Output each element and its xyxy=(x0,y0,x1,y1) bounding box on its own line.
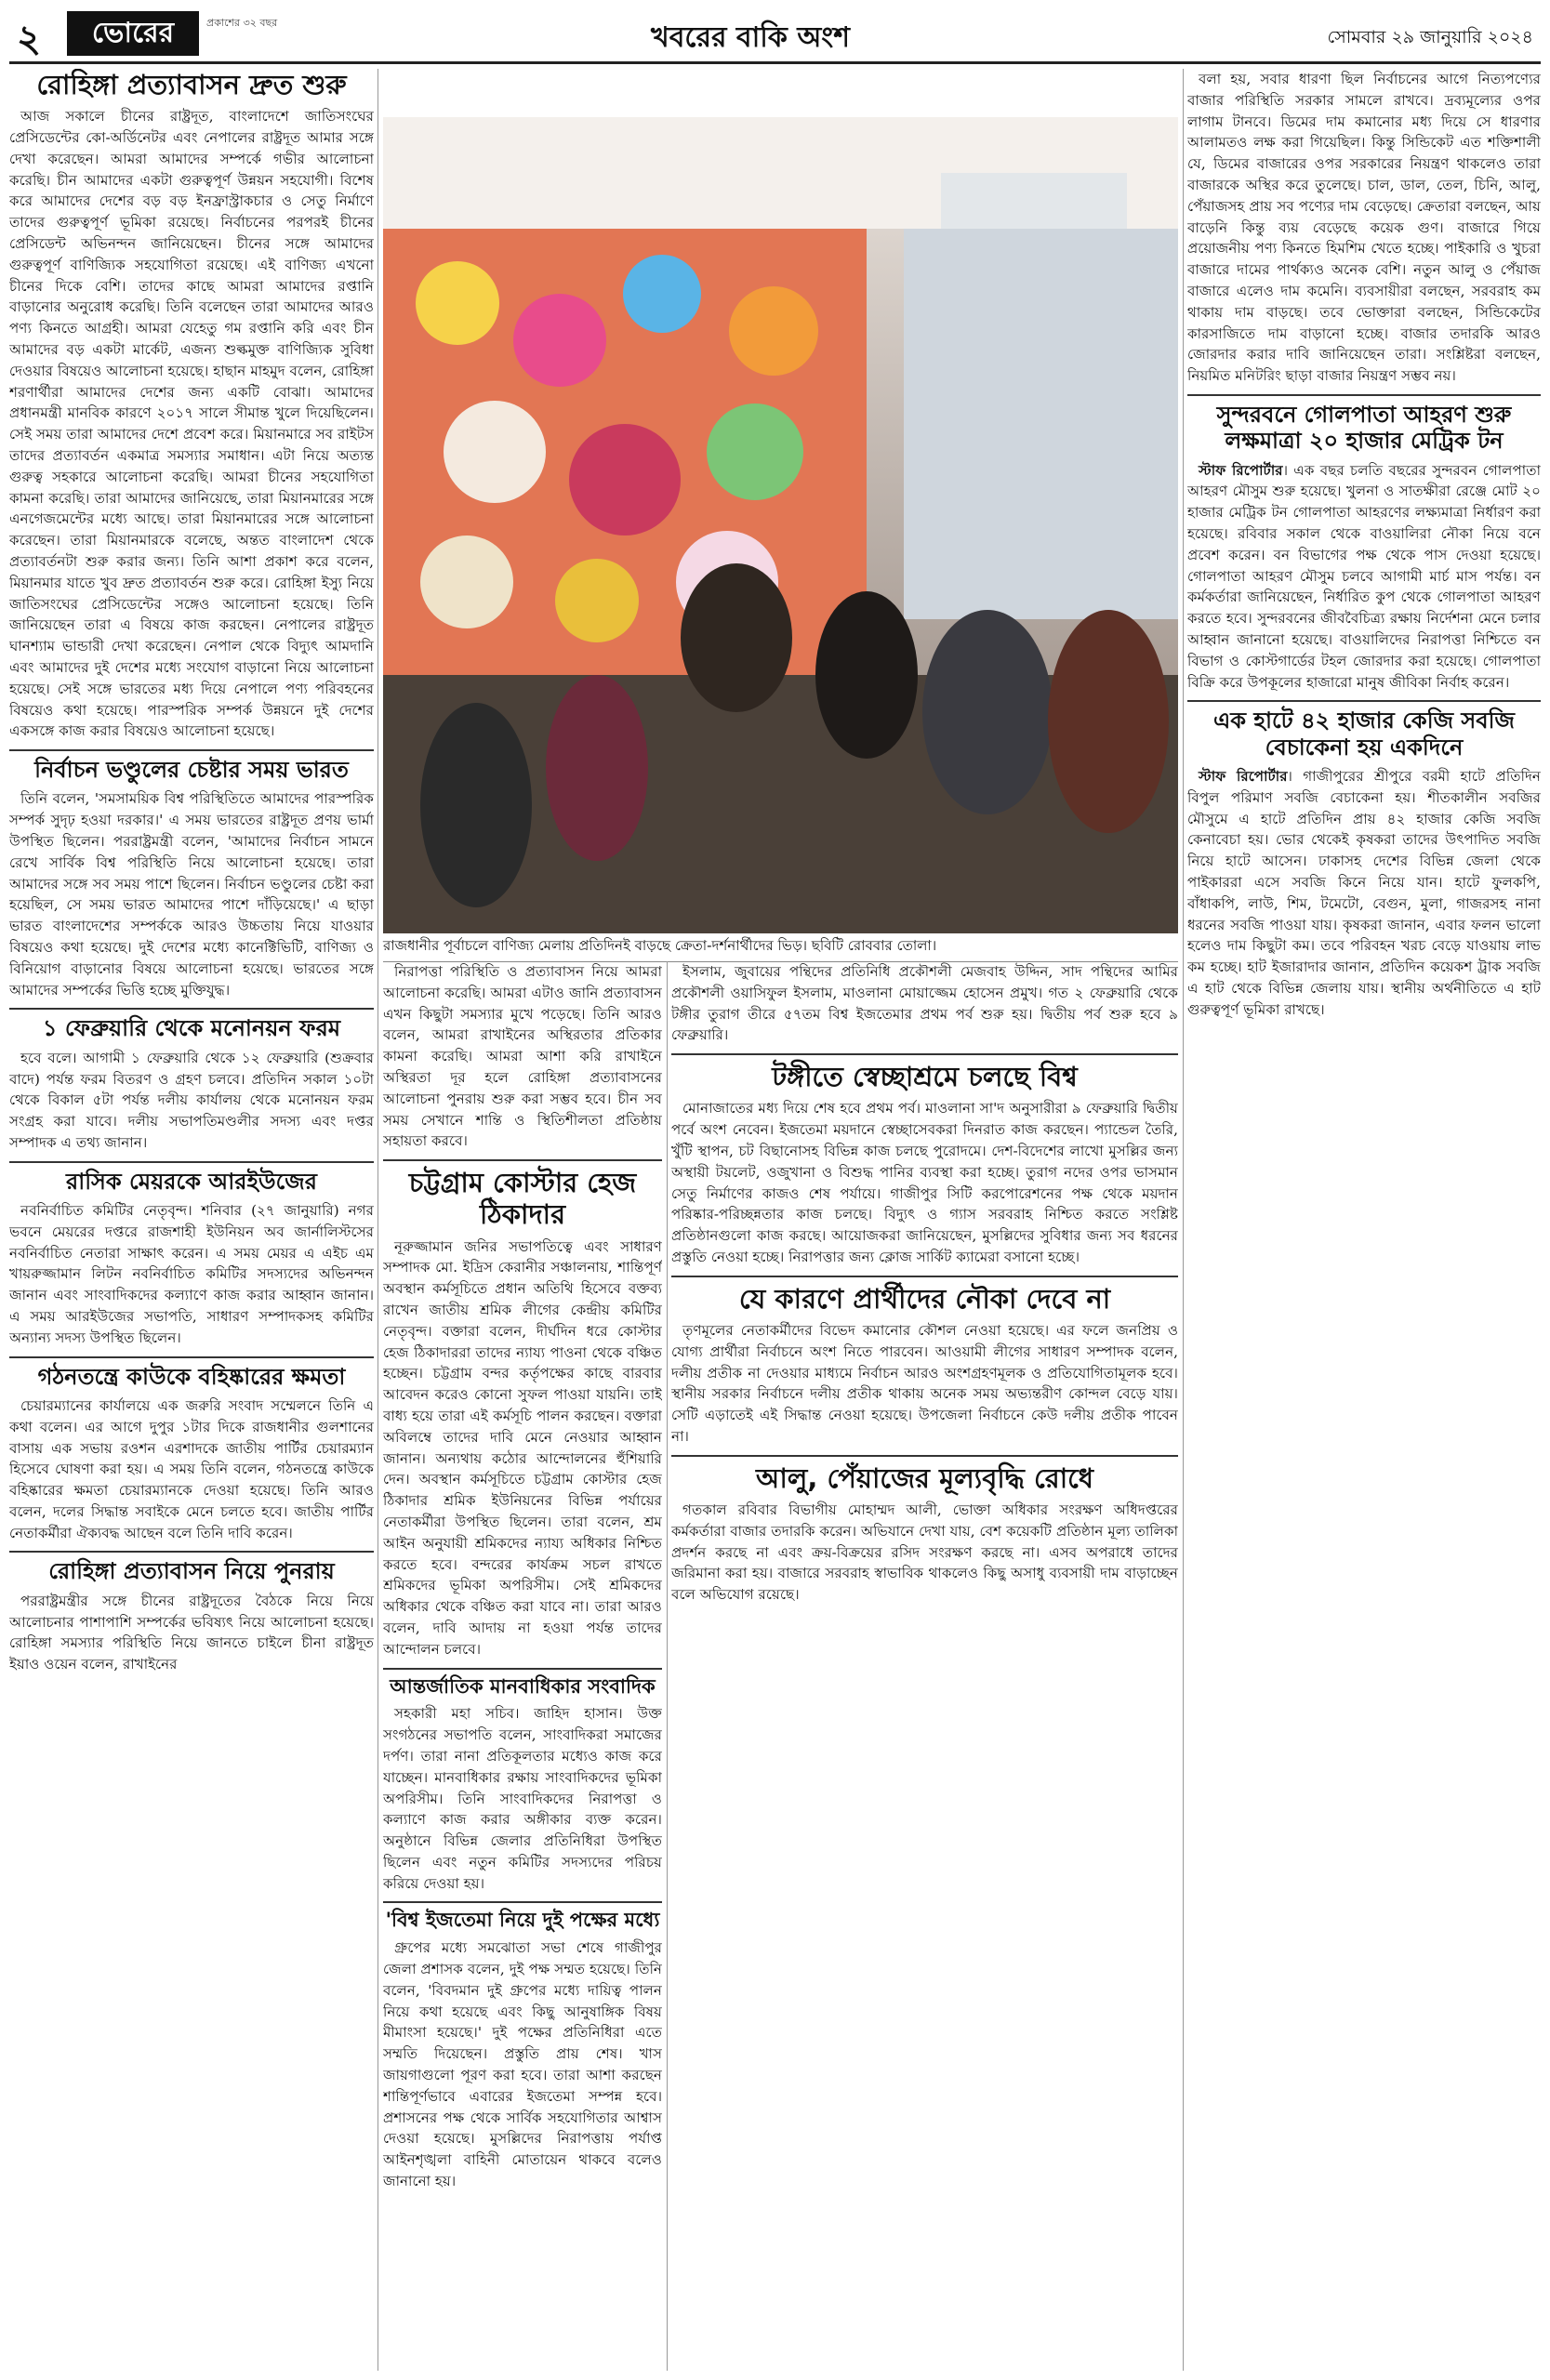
headline-ijtema-two-sides[interactable]: 'বিশ্ব ইজতেমা নিয়ে দুই পক্ষের মধ্যে xyxy=(383,1901,662,1932)
headline-vegetable-market[interactable]: এক হাটে ৪২ হাজার কেজি সবজি বেচাকেনা হয় একদিনে xyxy=(1187,700,1541,760)
article-rusik-body: নবনির্বাচিত কমিটির নেতৃবৃন্দ। শনিবার (২৭ জানুয়ারি) নগর ভবনে মেয়রের দপ্তরে রাজশাহী ইউনিয়ন অব জার্নালিস্টসের নবনির্বাচিত নেতারা সাক্ষাৎ করেন। এ সময় মেয়র এ এইচ এম খায়রুজ্জামান লিটন নবনির্বাচিত কমিটির সদস্যদের অভিনন্দন জানান এবং সাংবাদিকদের কল্যাণে কাজ করার আহ্বান জানান। এ সময় আরইউজের সভাপতি, সাধারণ সম্পাদকসহ কমিটির অন্যান্য সদস্য উপস্থিত ছিলেন। xyxy=(9,1202,374,1346)
page-number: ২ xyxy=(17,18,42,60)
headline-boat-symbol[interactable]: যে কারণে প্রার্থীদের নৌকা দেবে না xyxy=(671,1276,1178,1315)
headline-sundarbans-golpata[interactable]: সুন্দরবনে গোলপাতা আহরণ শুরু লক্ষমাত্রা ২০ হাজার মেট্রিক টন xyxy=(1187,394,1541,455)
column-divider xyxy=(667,961,668,2371)
headline-rohingya-repatriation[interactable]: রোহিঙ্গা প্রত্যাবাসন দ্রুত শুরু xyxy=(36,69,347,100)
logo-tagline: প্রকাশের ৩২ বছর xyxy=(206,17,278,29)
column-3 xyxy=(671,961,1178,2371)
article-constitution-body: চেয়ারম্যানের কার্যালয়ে এক জরুরি সংবাদ সম্মেলনে তিনি এ কথা বলেন। এর আগে দুপুর ১টার দিকে রাজধানীর গুলশানের বাসায় এক সভায় রওশন এরশাদকে জাতীয় পার্টির চেয়ারম্যান হিসেবে ঘোষণা করা হয়। এ সময় তিনি বলেন, গঠনতন্ত্রে কাউকে বহিষ্কারের ক্ষমতা চেয়ারম্যানকে দেওয়া হয়েছে। তিনি আরও বলেন, দলের সিদ্ধান্ত সবাইকে মেনে চলতে হবে। জাতীয় পার্টির নেতাকর্মীরা ঐক্যবদ্ধ আছেন বলে তিনি দাবি করেন। xyxy=(9,1396,374,1541)
article-golpata-body: স্টাফ রিপোর্টার। এক বছর চলতি বছরের সুন্দরবন গোলপাতা আহরণ মৌসুম শুরু হয়েছে। খুলনা ও সাতক্ষীরা রেঞ্জে মোট ২০ হাজার মেট্রিক টন গোলপাতা আহরণের লক্ষ্যমাত্রা নির্ধারণ করা হয়েছে। রবিবার সকাল থেকে বাওয়ালিরা নৌকা নিয়ে বনে প্রবেশ করেন। বন বিভাগের পক্ষ থেকে পাস দেওয়া হয়েছে। গোলপাতা আহরণ মৌসুম চলবে আগামী মার্চ মাস পর্যন্ত। বন কর্মকর্তারা জানিয়েছেন, নির্ধারিত কুপ থেকে গোলপাতা আহরণ করতে হবে। সুন্দরবনের জীববৈচিত্র্য রক্ষায় নির্দেশনা মেনে চলার আহ্বান জানানো হয়েছে। বাওয়ালিদের নিরাপত্তা নিশ্চিতে বন বিভাগ ও কোস্টগার্ডের টহল জোরদার করা হয়েছে। গোলপাতা বিক্রি করে উপকূলের হাজারো মানুষ জীবিকা নির্বাহ করেন। xyxy=(1187,461,1541,691)
article-vegetable-body: স্টাফ রিপোর্টার। গাজীপুরের শ্রীপুরে বরমী হাটে প্রতিদিন বিপুল পরিমাণ সবজি বেচাকেনা হয়। শীতকালীন সবজির মৌসুমে এ হাটে প্রতিদিন প্রায় ৪২ হাজার কেজি সবজি কেনাবেচা হয়। ভোর থেকেই কৃষকরা তাদের উৎপাদিত সবজি নিয়ে হাটে আসেন। ঢাকাসহ দেশের বিভিন্ন জেলা থেকে পাইকাররা এসে সবজি কিনে নিয়ে যান। হাটে ফুলকপি, বাঁধাকপি, লাউ, শিম, টমেটো, বেগুন, মুলা, গাজরসহ নানা ধরনের সবজি পাওয়া যায়। কৃষকরা জানান, এবার ফলন ভালো হলেও দাম কিছুটা কম। তবে পরিবহন খরচ বেড়ে যাওয়ায় লাভ কম হচ্ছে। হাট ইজারাদার জানান, প্রতিদিন কয়েকশ ট্রাক সবজি এ হাট থেকে বিভিন্ন জেলায় যায়। স্থানীয় অর্থনীতিতে এ হাট গুরুত্বপূর্ণ ভূমিকা রাখছে। xyxy=(1187,767,1541,1018)
column-divider xyxy=(1183,69,1184,2371)
article-nomination-body: হবে বলে। আগামী ১ ফেব্রুয়ারি থেকে ১২ ফেব্রুয়ারি (শুক্রবার বাদে) পর্যন্ত ফরম বিতরণ ও গ্রহণ চলবে। প্রতিদিন সকাল ১০টা থেকে বিকাল ৫টা পর্যন্ত দলীয় কার্যালয় থেকে মনোনয়ন ফরম সংগ্রহ করা যাবে। দলীয় সভাপতিমণ্ডলীর সদস্য এবং দপ্তর সম্পাদক এ তথ্য জানান। xyxy=(9,1049,374,1151)
column-2 xyxy=(383,961,662,2371)
byline: স্টাফ রিপোর্টার xyxy=(1199,461,1283,479)
article-rohingya-continued: নিরাপত্তা পরিস্থিতি ও প্রত্যাবাসন নিয়ে আমরা আলোচনা করেছি। আমরা এটাও জানি প্রত্যাবাসন এখন কিছুটা সমস্যার মুখে পড়েছে। তিনি আরও বলেন, আমরা রাখাইনের অস্থিরতার প্রতিকার কামনা করেছি। আমরা আশা করি রাখাইনে অস্থিরতা দূর হলে রোহিঙ্গা প্রত্যাবাসনের আলোচনা পুনরায় শুরু করা সম্ভব হবে। চীন সব সময় সেখানে শান্তি ও স্থিতিশীলতা প্রতিষ্ঠায় সহায়তা করবে। xyxy=(383,963,662,1150)
article-rohingya-again-body: পররাষ্ট্রমন্ত্রীর সঙ্গে চীনের রাষ্ট্রদূতের বৈঠকে নিয়ে নিয়ে আলোচনার পাশাপাশি সম্পর্কের ভবিষ্যৎ নিয়ে আলোচনা হয়েছে। রোহিঙ্গা সমস্যার পরিস্থিতি নিয়ে জানতে চাইলে চীনা রাষ্ট্রদূত ইয়াও ওয়েন বলেন, রাখাইনের xyxy=(9,1592,374,1673)
headline-constitution-expulsion[interactable]: গঠনতন্ত্রে কাউকে বহিষ্কারের ক্ষমতা xyxy=(9,1356,374,1390)
article-chattogram-body: নূরুজ্জামান জনির সভাপতিত্বে এবং সাধারণ সম্পাদক মো. ইদ্রিস কেরানীর সঞ্চালনায়, শান্তিপূর্ণ অবস্থান কর্মসূচিতে প্রধান অতিথি হিসেবে বক্তব্য রাখেন জাতীয় শ্রমিক লীগের কেন্দ্রীয় কমিটির নেতৃবৃন্দ। বক্তারা বলেন, দীর্ঘদিন ধরে কোস্টার হেজ ঠিকাদাররা তাদের ন্যায্য পাওনা থেকে বঞ্চিত হচ্ছেন। চট্টগ্রাম বন্দর কর্তৃপক্ষের কাছে বারবার আবেদন করেও কোনো সুফল পাওয়া যায়নি। তাই বাধ্য হয়ে তারা এই কর্মসূচি পালন করছেন। বক্তারা অবিলম্বে তাদের দাবি মেনে নেওয়ার আহ্বান জানান। অন্যথায় কঠোর আন্দোলনের হুঁশিয়ারি দেন। অবস্থান কর্মসূচিতে চট্টগ্রাম কোস্টার হেজ ঠিকাদার শ্রমিক ইউনিয়নের বিভিন্ন পর্যায়ের নেতাকর্মীরা উপস্থিত ছিলেন। তারা বলেন, শ্রম আইন অনুযায়ী শ্রমিকদের ন্যায্য অধিকার নিশ্চিত করতে হবে। বন্দরের কার্যক্রম সচল রাখতে শ্রমিকদের ভূমিকা অপরিসীম। সেই শ্রমিকদের অধিকার থেকে বঞ্চিত করা যাবে না। তারা আরও বলেন, দাবি আদায় না হওয়া পর্যন্ত তাদের আন্দোলন চলবে। xyxy=(383,1237,662,1658)
trade-fair-photo-image xyxy=(383,117,1178,933)
headline-rusik-mayor[interactable]: রাসিক মেয়রকে আরইউজের xyxy=(9,1161,374,1195)
headline-tongi-volunteer[interactable]: টঙ্গীতে স্বেচ্ছাশ্রমে চলছে বিশ্ব xyxy=(671,1053,1178,1092)
headline-chattogram-coaster[interactable]: চট্টগ্রাম কোস্টার হেজ ঠিকাদার xyxy=(383,1159,662,1230)
masthead xyxy=(9,7,1541,64)
headline-rohingya-again[interactable]: রোহিঙ্গা প্রত্যাবাসন নিয়ে পুনরায় xyxy=(9,1551,374,1584)
headline-nomination-form[interactable]: ১ ফেব্রুয়ারি থেকে মনোনয়ন ফরম xyxy=(9,1008,374,1041)
byline: স্টাফ রিপোর্টার xyxy=(1199,767,1288,785)
article-potato-body: গতকাল রবিবার বিভাগীয় মোহাম্মদ আলী, ভোক্তা অধিকার সংরক্ষণ অধিদপ্তরের কর্মকর্তারা বাজার তদারকি করেন। অভিযানে দেখা যায়, বেশ কয়েকটি প্রতিষ্ঠান মূল্য তালিকা প্রদর্শন করছে না এবং ক্রয়-বিক্রয়ের রসিদ সংরক্ষণ করছে না। এসব অপরাধে তাদের জরিমানা করা হয়। বাজারে সরবরাহ স্বাভাবিক থাকলেও কিছু অসাধু ব্যবসায়ী দাম বাড়াচ্ছেন বলে অভিযোগ রয়েছে। xyxy=(671,1501,1178,1604)
issue-date: সোমবার ২৯ জানুয়ারি ২০২৪ xyxy=(1327,27,1533,47)
article-human-rights-body: সহকারী মহা সচিব। জাহিদ হাসান। উক্ত সংগঠনের সভাপতি বলেন, সাংবাদিকরা সমাজের দর্পণ। তারা নানা প্রতিকূলতার মধ্যেও কাজ করে যাচ্ছেন। মানবাধিকার রক্ষায় সাংবাদিকদের ভূমিকা অপরিসীম। তিনি সাংবাদিকদের নিরাপত্তা ও কল্যাণে কাজ করার অঙ্গীকার ব্যক্ত করেন। অনুষ্ঠানে বিভিন্ন জেলার প্রতিনিধিরা উপস্থিত ছিলেন এবং নতুন কমিটির সদস্যদের পরিচয় করিয়ে দেওয়া হয়। xyxy=(383,1705,662,1892)
article-ijtema-body: গ্রুপের মধ্যে সমঝোতা সভা শেষে গাজীপুর জেলা প্রশাসক বলেন, দুই পক্ষ সম্মত হয়েছে। তিনি বলেন, 'বিবদমান দুই গ্রুপের মধ্যে দায়িত্ব পালন নিয়ে কথা হয়েছে এবং কিছু আনুষাঙ্গিক বিষয় মীমাংসা হয়েছে।' দুই পক্ষের প্রতিনিধিরা এতে সম্মতি দিয়েছেন। প্রস্তুতি প্রায় শেষ। খাস জায়গাগুলো পূরণ করা হবে। তারা আশা করছেন শান্তিপূর্ণভাবে এবারের ইজতেমা সম্পন্ন হবে। প্রশাসনের পক্ষ থেকে সার্বিক সহযোগিতার আশ্বাস দেওয়া হয়েছে। মুসল্লিদের নিরাপত্তায় পর্যাপ্ত আইনশৃঙ্খলা বাহিনী মোতায়েন থাকবে বলেও জানানো হয়। xyxy=(383,1939,662,2190)
section-title: খবরের বাকি অংশ xyxy=(651,21,850,54)
newspaper-logo[interactable]: ভোরের xyxy=(67,11,199,56)
article-tongi-body: মোনাজাতের মধ্য দিয়ে শেষ হবে প্রথম পর্ব। মাওলানা সা'দ অনুসারীরা ৯ ফেব্রুয়ারি দ্বিতীয় পর্বে অংশ নেবেন। ইজতেমা ময়দানে স্বেচ্ছাসেবকরা দিনরাত কাজ করছেন। প্যান্ডেল তৈরি, খুঁটি স্থাপন, চট বিছানোসহ বিভিন্ন কাজ চলছে পুরোদমে। দেশ-বিদেশের লাখো মুসল্লির জন্য অস্থায়ী টয়লেট, ওজুখানা ও বিশুদ্ধ পানির ব্যবস্থা করা হচ্ছে। তুরাগ নদের ওপর ভাসমান সেতু নির্মাণের কাজও শেষ পর্যায়ে। গাজীপুর সিটি করপোরেশনের পক্ষ থেকে ময়দান পরিষ্কার-পরিচ্ছন্নতার কাজ চলছে। বিদ্যুৎ ও গ্যাস সরবরাহ নিশ্চিত করতে সংশ্লিষ্ট প্রতিষ্ঠানগুলো কাজ করছে। আয়োজকরা জানিয়েছেন, মুসল্লিদের সুবিধার জন্য সব ধরনের প্রস্তুতি নেওয়া হচ্ছে। নিরাপত্তার জন্য ক্লোজ সার্কিট ক্যামেরা বসানো হচ্ছে। xyxy=(671,1100,1178,1265)
trade-fair-photo xyxy=(383,117,1178,933)
article-india-body: তিনি বলেন, 'সমসাময়িক বিশ্ব পরিস্থিতিতে আমাদের পারস্পরিক সম্পর্ক সুদৃঢ় হওয়া দরকার।' এ সময় ভারতের রাষ্ট্রদূত প্রণয় ভার্মা উপস্থিত ছিলেন। পররাষ্ট্রমন্ত্রী বলেন, 'আমাদের নির্বাচন সামনে রেখে সার্বিক বিশ্ব পরিস্থিতি নিয়ে আলোচনা হয়েছে। তারা আমাদের সঙ্গে সব সময় পাশে ছিলেন। নির্বাচন ভণ্ডুলের চেষ্টা করা হয়েছিল, সে সময় ভারত আমাদের পাশে দাঁড়িয়েছে।' এ ছাড়া ভারত বাংলাদেশের সম্পর্ককে আরও উচ্চতায় নিয়ে যাওয়ার বিষয়েও কথা হয়েছে। দুই দেশের মধ্যে কানেক্টিভিটি, বাণিজ্য ও বিনিয়োগ বাড়ানোর বিষয়ে আলোচনা হয়েছে। ভারতের সঙ্গে আমাদের সম্পর্কের ভিত্তি হচ্ছে মুক্তিযুদ্ধ। xyxy=(9,790,374,998)
article-rohingya-body: আজ সকালে চীনের রাষ্ট্রদূত, বাংলাদেশে জাতিসংঘের প্রেসিডেন্টের কো-অর্ডিনেটর এবং নেপালের রাষ্ট্রদূত আমার সঙ্গে দেখা করেছেন। আমরা আমাদের সম্পর্কে গভীর আলোচনা করেছি। চীন আমাদের একটা গুরুত্বপূর্ণ উন্নয়ন সহযোগী। বিশেষ করে আমাদের দেশের বড় বড় ইনফ্রাস্ট্রাকচার ও সেতু নির্মাণে তাদের গুরুত্বপূর্ণ ভূমিকা রয়েছে। নির্বাচনের পরপরই চীনের প্রেসিডেন্ট অভিনন্দন জানিয়েছেন। চীনের সঙ্গে আমাদের গুরুত্বপূর্ণ বাণিজ্যিক সহযোগিতা রয়েছে। এই বাণিজ্য এখনো চীনের দিকে বেশি। তাদের কাছে আমরা আমাদের রপ্তানি বাড়ানোর অনুরোধ করেছি। তিনি বলেছেন তারা আমাদের আরও পণ্য কিনতে আগ্রহী। আমরা যেহেতু গম রপ্তানি করি এবং চীন আমাদের বড় একটা মার্কেট, এজন্য শুল্কমুক্ত বাণিজ্যিক সুবিধা দেওয়ার বিষয়েও আলোচনা হয়েছে। হাছান মাহমুদ বলেন, রোহিঙ্গা শরণার্থীরা আমাদের দেশের জন্য একটি বোঝা। আমাদের প্রধানমন্ত্রী মানবিক কারণে ২০১৭ সালে সীমান্ত খুলে দিয়েছিলেন। সেই সময় তারা আমাদের দেশে প্রবেশ করে। মিয়ানমারে সব রাইটস তাদের প্রত্যাবর্তন একমাত্র সমস্যার সমাধান। এটা নিয়ে অত্যন্ত গুরুত্ব সহকারে আলোচনা করেছি। আমরা চীনের সহযোগিতা কামনা করেছি। তারা আমাদের জানিয়েছে, তারা মিয়ানমারের সঙ্গে এনগেজমেন্টের মধ্যে আছে। তারা মিয়ানমারের সঙ্গে আলোচনা করেছেন। তারা মিয়ানমারকে বলেছে, অন্তত বাংলাদেশ থেকে প্রত্যাবর্তনটা শুরু করার জন্য। তিনি আশা প্রকাশ করে বলেন, মিয়ানমার যাতে খুব দ্রুত প্রত্যাবর্তন শুরু করে। রোহিঙ্গা ইস্যু নিয়ে জাতিসংঘের প্রেসিডেন্টের সঙ্গেও আলোচনা হয়েছে। তিনি জানিয়েছেন তারা এ বিষয়ে কাজ করছেন। নেপালের রাষ্ট্রদূত ঘানশ্যাম ভান্ডারী দেখা করেছেন। নেপাল থেকে বিদ্যুৎ আমদানি এবং আমাদের দুই দেশের মধ্যে সংযোগ বাড়ানো নিয়ে আলোচনা হয়েছে। সেই সঙ্গে ভারতের মধ্য দিয়ে নেপালে পণ্য পরিবহনের বিষয়েও কথা হয়েছে। পারস্পরিক সম্পর্ক উন্নয়নে দুই দেশের একসঙ্গে কাজ করার বিষয়েও আলোচনা হয়েছে। xyxy=(9,108,374,740)
headline-potato-onion-price[interactable]: আলু, পেঁয়াজের মূল্যবৃদ্ধি রোধে xyxy=(671,1455,1178,1494)
headline-india-election[interactable]: নির্বাচন ভণ্ডুলের চেষ্টার সময় ভারত xyxy=(9,749,374,783)
article-ijtema-continued: ইসলাম, জুবায়ের পন্থিদের প্রতিনিধি প্রকৌশলী মেজবাহ উদ্দিন, সাদ পন্থিদের আমির প্রকৌশলী ওয়াসিফুল ইসলাম, মাওলানা মোয়াজ্জেম হোসেন প্রমুখ। গত ২ ফেব্রুয়ারি থেকে টঙ্গীর তুরাগ তীরে ৫৭তম বিশ্ব ইজতেমার প্রথম পর্ব শুরু হয়। দ্বিতীয় পর্ব শুরু হবে ৯ ফেব্রুয়ারি। xyxy=(671,963,1178,1044)
article-market-continued: বলা হয়, সবার ধারণা ছিল নির্বাচনের আগে নিত্যপণ্যের বাজার পরিস্থিতি সরকার সামলে রাখবে। দ্রব্যমূল্যের ওপর লাগাম টানবে। ডিমের দাম কমানোর মধ্য দিয়ে সে ধারণার আলামতও লক্ষ করা গিয়েছিল। কিন্তু সিন্ডিকেট এত শক্তিশালী যে, ডিমের বাজারের ওপর সরকারের নিয়ন্ত্রণ থাকলেও তারা বাজারকে অস্থির করে তুলেছে। চাল, ডাল, তেল, চিনি, আলু, পেঁয়াজসহ প্রায় সব পণ্যের দাম বেড়েছে। ক্রেতারা বলছেন, আয় বাড়েনি কিন্তু ব্যয় বেড়েছে কয়েক গুণ। বাজারে গিয়ে প্রয়োজনীয় পণ্য কিনতে হিমশিম খেতে হচ্ছে। পাইকারি ও খুচরা বাজারে দামের পার্থক্যও অনেক বেশি। নতুন আলু ও পেঁয়াজ বাজারে এলেও দাম কমেনি। ব্যবসায়ীরা বলছেন, সরবরাহ কম থাকায় দাম বাড়ছে। তবে ভোক্তারা বলছেন, সিন্ডিকেটের কারসাজিতে দাম বাড়ানো হচ্ছে। বাজার তদারকি আরও জোরদার করার দাবি জানিয়েছেন তারা। সংশ্লিষ্টরা বলছেন, নিয়মিত মনিটরিং ছাড়া বাজার নিয়ন্ত্রণ সম্ভব নয়। xyxy=(1187,71,1541,385)
photo-caption: রাজধানীর পূর্বাচলে বাণিজ্য মেলায় প্রতিদিনই বাড়ছে ক্রেতা-দর্শনার্থীদের ভিড়। ছবিটি রোববার তোলা। xyxy=(383,935,1178,962)
headline-human-rights-journalists[interactable]: আন্তর্জাতিক মানবাধিকার সংবাদিক xyxy=(383,1668,662,1699)
article-boat-body: তৃণমূলের নেতাকর্মীদের বিভেদ কমানোর কৌশল নেওয়া হয়েছে। এর ফলে জনপ্রিয় ও যোগ্য প্রার্থীরা নির্বাচনে অংশ নিতে পারবেন। আওয়ামী লীগের সাধারণ সম্পাদক বলেন, দলীয় প্রতীক না দেওয়ার মাধ্যমে নির্বাচন আরও অংশগ্রহণমূলক ও প্রতিযোগিতামূলক হবে। স্থানীয় সরকার নির্বাচনে দলীয় প্রতীক থাকায় অনেক সময় অভ্যন্তরীণ কোন্দল বেড়ে যায়। সেটি এড়াতেই এই সিদ্ধান্ত নেওয়া হয়েছে। উপজেলা নির্বাচনে কেউ দলীয় প্রতীক পাবেন না। xyxy=(671,1322,1178,1445)
column-1 xyxy=(9,69,374,2371)
column-4 xyxy=(1187,69,1541,2371)
